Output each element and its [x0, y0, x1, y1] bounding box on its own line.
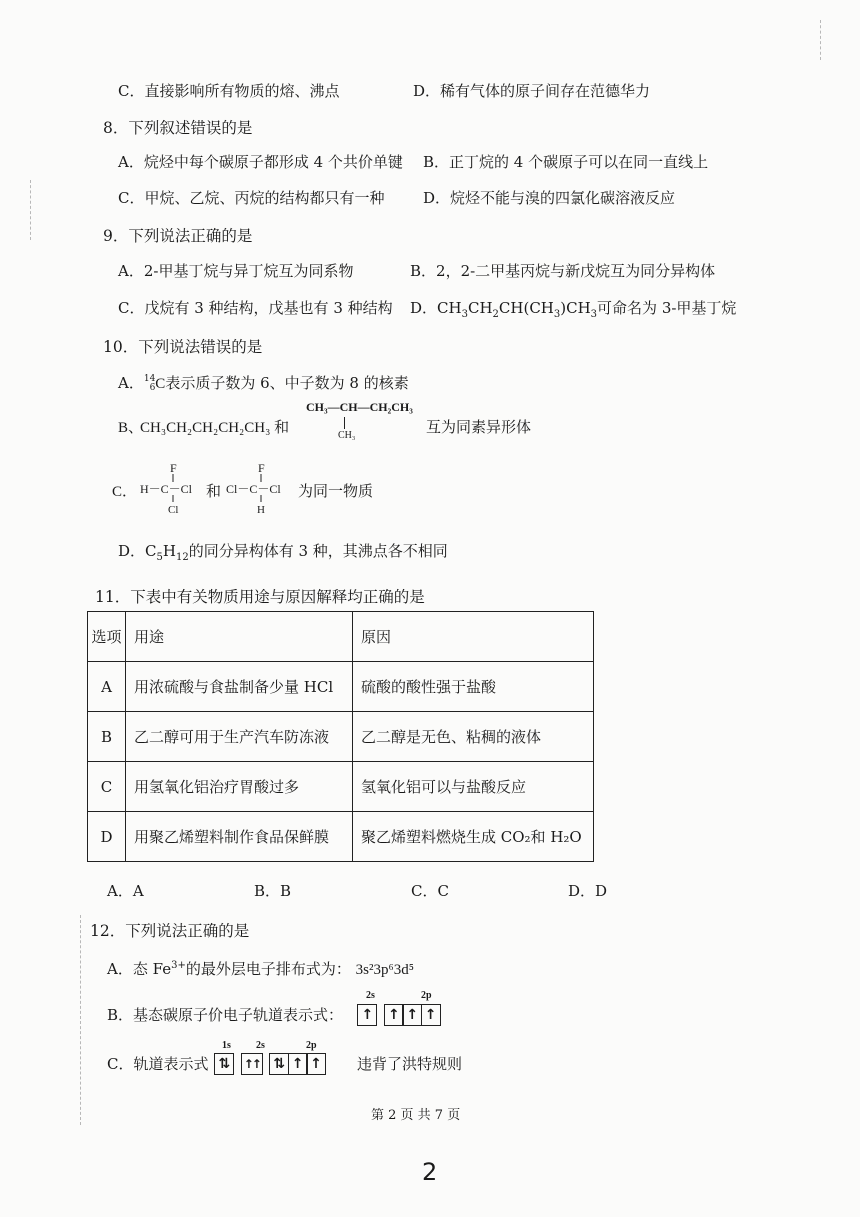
fluorine-atom: F — [170, 461, 177, 475]
q8-stem: 8．下列叙述错误的是 — [103, 119, 253, 137]
q10-option-c-label: C． — [112, 484, 138, 500]
q12-b-orbital-diagram — [359, 1004, 441, 1026]
q10-option-c-and: 和 — [206, 482, 222, 500]
q10-option-c-text: 为同一物质 — [298, 482, 374, 500]
orbital-box: ↑ — [402, 1004, 422, 1026]
orbital-box: ↑ — [421, 1004, 441, 1026]
orbital-group-2s — [359, 1004, 377, 1026]
q11-choice-d: D．D — [568, 882, 608, 900]
q7-option-d: D．稀有气体的原子间存在范德华力 — [413, 82, 651, 100]
q12-stem: 12．下列说法正确的是 — [90, 922, 250, 940]
q10-option-b-formula: CH₃CH₂CH₂CH₂CH₃ 和 — [140, 420, 290, 436]
q11-stem: 11．下表中有关物质用途与原因解释均正确的是 — [95, 588, 425, 606]
q8-option-a: A．烷烃中每个碳原子都形成 4 个共价单键 — [118, 153, 403, 171]
q10-option-b-branch-bond — [344, 417, 345, 429]
header-use: 用途 — [126, 612, 353, 662]
q9-option-c: C．戊烷有 3 种结构，戊基也有 3 种结构 — [118, 299, 393, 317]
fluorine-atom: F — [258, 461, 265, 475]
row-reason: 氢氧化铝可以与盐酸反应 — [353, 762, 594, 812]
row-option: C — [88, 762, 126, 812]
q7-option-c: C．直接影响所有物质的熔、沸点 — [118, 82, 340, 100]
q10-option-b-text: 互为同素异形体 — [426, 418, 532, 436]
q9-option-b: B．2，2-二甲基丙烷与新戊烷互为同分异构体 — [410, 262, 716, 280]
orbital-box: ⇅ — [214, 1053, 234, 1075]
q9-stem: 9．下列说法正确的是 — [103, 227, 253, 245]
table-row — [88, 812, 594, 862]
q12-c-orbital-diagram — [216, 1053, 326, 1075]
orbital-box: ⇅ — [269, 1053, 289, 1075]
orbital-box: ↑ — [384, 1004, 404, 1026]
chlorine-atom: Cl — [168, 504, 179, 516]
left-h-c-cl: H－C－Cl — [140, 482, 193, 496]
q12-b-label-2p: 2p — [421, 990, 432, 1001]
q10-stem: 10．下列说法错误的是 — [103, 338, 263, 356]
row-use: 用浓硫酸与食盐制备少量 HCl — [126, 662, 353, 712]
q8-option-b: B．正丁烷的 4 个碳原子可以在同一直线上 — [423, 153, 709, 171]
hydrogen-atom: H — [257, 504, 265, 516]
scan-edge-mark — [820, 20, 821, 60]
q10-option-a: A．14 6C表示质子数为 6、中子数为 8 的核素 — [118, 374, 409, 393]
q12-option-a: A．态 $Fe^{3+}$的最外层电子排布式为： 3s²3p⁶3d⁵ — [107, 960, 414, 978]
q12-b-label-2s: 2s — [366, 990, 375, 1001]
row-reason: 聚乙烯塑料燃烧生成 CO₂和 H₂O — [353, 812, 594, 862]
row-use: 乙二醇可用于生产汽车防冻液 — [126, 712, 353, 762]
orbital-group-2p — [385, 1004, 440, 1026]
q11-choice-b: B．B — [254, 882, 292, 900]
row-reason: 乙二醇是无色、粘稠的液体 — [353, 712, 594, 762]
q12-c-label-2p: 2p — [306, 1040, 317, 1051]
q11-table — [87, 611, 594, 862]
orbital-box: ↑↑ — [241, 1053, 263, 1075]
table-row — [88, 762, 594, 812]
row-option: A — [88, 662, 126, 712]
table-row — [88, 662, 594, 712]
q8-option-c: C．甲烷、乙烷、丙烷的结构都只有一种 — [118, 189, 385, 207]
q12-option-c-text: C．轨道表示式 — [107, 1055, 209, 1073]
q12-c-label-1s: 1s — [222, 1040, 231, 1051]
page-footer: 第 2 页 共 7 页 — [371, 1108, 461, 1123]
row-reason: 硫酸的酸性强于盐酸 — [353, 662, 594, 712]
scan-edge-mark — [30, 180, 31, 240]
row-option: D — [88, 812, 126, 862]
q12-option-c-suffix: 违背了洪特规则 — [357, 1055, 463, 1073]
q11-choice-a: A．A — [107, 882, 144, 900]
q8-option-d: D．烷烃不能与溴的四氯化碳溶液反应 — [423, 189, 676, 207]
table-header-row — [88, 612, 594, 662]
header-option: 选项 — [88, 612, 126, 662]
q12-option-b-text: B．基态碳原子价电子轨道表示式： — [107, 1006, 344, 1024]
orbital-box: ↑ — [306, 1053, 326, 1075]
header-reason: 原因 — [353, 612, 594, 662]
q9-option-a: A．2-甲基丁烷与异丁烷互为同系物 — [118, 262, 354, 280]
q10-option-b-branch-methyl: CH₃ — [338, 430, 356, 441]
orbital-box: ↑ — [288, 1053, 308, 1075]
q9-option-d: D．$CH_3CH_2CH(CH_3)CH_3$可命名为 3-甲基丁烷 — [410, 299, 737, 320]
orbital-group-2p — [271, 1053, 326, 1075]
orbital-box: ↑ — [357, 1004, 377, 1026]
row-use: 用聚乙烯塑料制作食品保鲜膜 — [126, 812, 353, 862]
row-use: 用氢氧化铝治疗胃酸过多 — [126, 762, 353, 812]
page-number: 2 — [422, 1158, 438, 1186]
scan-edge-mark — [80, 915, 81, 1125]
q10-option-d: D．$C_5H_{12}$的同分异构体有 3 种，其沸点各不相同 — [118, 542, 448, 563]
q10-option-b-label: B、 — [118, 420, 144, 436]
orbital-group-1s — [216, 1053, 234, 1075]
row-option: B — [88, 712, 126, 762]
table-row — [88, 712, 594, 762]
q11-choice-c: C．C — [411, 882, 449, 900]
orbital-group-2s — [242, 1053, 262, 1075]
right-cl-c-cl: Cl－C－Cl — [226, 482, 281, 496]
q10-option-b-branch-main: CH₃—CH—CH₂CH₃ — [306, 400, 413, 414]
q12-c-label-2s: 2s — [256, 1040, 265, 1051]
